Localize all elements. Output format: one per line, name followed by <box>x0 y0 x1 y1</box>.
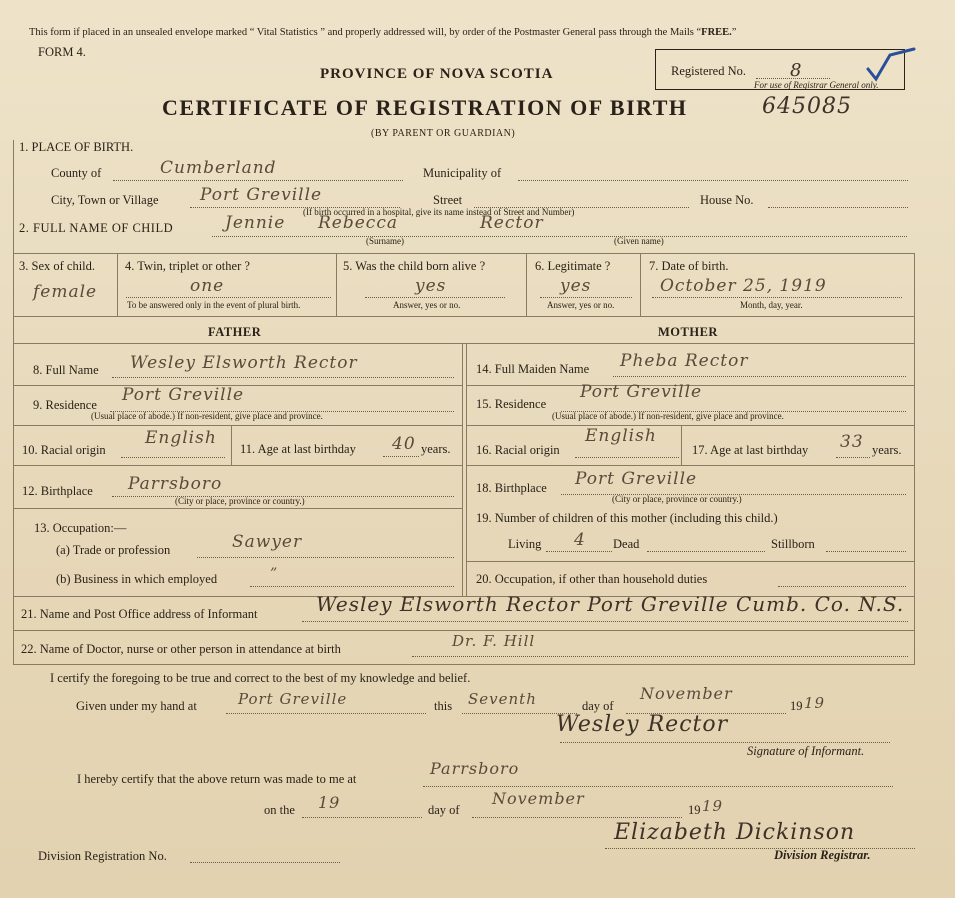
registrar-label: Division Registrar. <box>774 848 871 862</box>
registration-number-handwritten: 645085 <box>762 94 852 119</box>
city-value: Port Greville <box>200 185 323 205</box>
page-title: CERTIFICATE OF REGISTRATION OF BIRTH <box>162 95 688 120</box>
given-day: Seventh <box>468 690 537 708</box>
father-name-value: Wesley Elsworth Rector <box>130 353 358 373</box>
province-heading: PROVINCE OF NOVA SCOTIA <box>320 66 554 82</box>
this-label: this <box>434 699 453 713</box>
given-day-of-label: day of <box>582 699 614 713</box>
date-value: October 25, 1919 <box>660 276 827 296</box>
father-age-label: 11. Age at last birthday <box>240 442 356 456</box>
business-value: ” <box>270 566 279 582</box>
father-birthplace-value: Parrsboro <box>128 474 223 494</box>
mother-age-suffix: years. <box>872 443 902 457</box>
twin-note: To be answered only in the event of plural birth. <box>127 300 301 310</box>
return-year-prefix: 19 <box>688 803 701 817</box>
alive-note: Answer, yes or no. <box>393 300 461 310</box>
child-first-name: Jennie <box>225 213 286 233</box>
mother-age-value: 33 <box>840 432 864 452</box>
father-residence-label: 9. Residence <box>33 398 97 412</box>
return-month: November <box>492 789 585 808</box>
mother-age-label: 17. Age at last birthday <box>692 443 809 457</box>
twin-value: one <box>190 276 225 296</box>
given-name-label: (Given name) <box>614 236 664 246</box>
father-residence-value: Port Greville <box>122 385 245 405</box>
child-name-label: 2. FULL NAME OF CHILD <box>19 221 174 235</box>
occupation-label: 13. Occupation:— <box>34 521 127 535</box>
father-age-value: 40 <box>392 434 416 454</box>
mother-birthplace-value: Port Greville <box>575 469 698 489</box>
return-day: 19 <box>318 793 341 812</box>
alive-value: yes <box>415 276 447 296</box>
informant-label: 21. Name and Post Office address of Informant <box>21 607 258 621</box>
registered-no-label: Registered No. <box>671 64 746 78</box>
registered-no-value: 8 <box>790 60 803 81</box>
living-value: 4 <box>574 530 586 550</box>
doctor-value: Dr. F. Hill <box>452 632 536 650</box>
given-month: November <box>640 684 733 703</box>
legit-label: 6. Legitimate ? <box>535 259 611 273</box>
mother-residence-label: 15. Residence <box>476 397 547 411</box>
mother-residence-value: Port Greville <box>580 382 703 402</box>
alive-label: 5. Was the child born alive ? <box>343 259 486 273</box>
child-surname: Rector <box>480 213 544 233</box>
business-label: (b) Business in which employed <box>56 572 218 586</box>
dead-label: Dead <box>613 537 640 551</box>
house-label: House No. <box>700 193 754 207</box>
signature-label: Signature of Informant. <box>747 744 865 758</box>
registrar-signature: Elizabeth Dickinson <box>614 820 856 845</box>
mother-residence-note: (Usual place of abode.) If non-resident, give place and province. <box>552 411 784 421</box>
twin-label: 4. Twin, triplet or other ? <box>125 259 250 273</box>
doctor-label: 22. Name of Doctor, nurse or other person in attendance at birth <box>21 642 341 656</box>
father-age-suffix: years. <box>421 442 451 456</box>
return-label: I hereby certify that the above return was made to me at <box>77 772 357 786</box>
on-the-label: on the <box>264 803 295 817</box>
city-label: City, Town or Village <box>51 193 159 207</box>
father-racial-value: English <box>145 428 217 448</box>
mother-name-label: 14. Full Maiden Name <box>476 362 590 376</box>
given-label: Given under my hand at <box>76 699 197 713</box>
sex-value: female <box>33 282 98 302</box>
father-birthplace-label: 12. Birthplace <box>22 484 93 498</box>
page-subtitle: (BY PARENT OR GUARDIAN) <box>371 128 516 139</box>
child-middle-name: Rebecca <box>318 213 398 233</box>
sex-label: 3. Sex of child. <box>19 259 96 273</box>
date-label: 7. Date of birth. <box>649 259 729 273</box>
father-birthplace-note: (City or place, province or country.) <box>175 496 305 506</box>
certify-statement: I certify the foregoing to be true and correct to the best of my knowledge and belief. <box>50 671 471 685</box>
father-residence-note: (Usual place of abode.) If non-resident, give place and province. <box>91 411 323 421</box>
father-heading: FATHER <box>208 325 262 339</box>
form-number: FORM 4. <box>38 45 86 59</box>
municipality-label: Municipality of <box>423 166 502 180</box>
mother-birthplace-note: (City or place, province or country.) <box>612 494 742 504</box>
given-place: Port Greville <box>238 690 348 708</box>
legit-value: yes <box>560 276 592 296</box>
free-label: FREE. <box>701 27 732 38</box>
mail-notice: This form if placed in an unsealed envelope marked “ Vital Statistics ” and properly addressed will, by order of the Postmaster General pass through the Mails “FREE.” <box>29 27 737 38</box>
stillborn-label: Stillborn <box>771 537 815 551</box>
legit-note: Answer, yes or no. <box>547 300 615 310</box>
return-place: Parrsboro <box>430 759 520 778</box>
father-name-label: 8. Full Name <box>33 363 99 377</box>
informant-signature: Wesley Rector <box>556 712 729 737</box>
informant-value: Wesley Elsworth Rector Port Greville Cumb. Co. N.S. <box>316 592 905 616</box>
hospital-note: (If birth occurred in a hospital, give its name instead of Street and Number) <box>303 207 575 217</box>
given-year: 19 <box>804 694 826 712</box>
given-year-prefix: 19 <box>790 699 803 713</box>
surname-label: (Surname) <box>366 236 404 246</box>
mother-name-value: Pheba Rector <box>620 351 749 371</box>
trade-label: (a) Trade or profession <box>56 543 171 557</box>
county-value: Cumberland <box>160 158 277 178</box>
mother-heading: MOTHER <box>658 325 718 339</box>
mother-birthplace-label: 18. Birthplace <box>476 481 547 495</box>
return-day-of-label: day of <box>428 803 460 817</box>
registrar-use-note: For use of Registrar General only. <box>754 80 879 90</box>
place-of-birth-label: 1. PLACE OF BIRTH. <box>19 140 134 154</box>
father-racial-label: 10. Racial origin <box>22 443 106 457</box>
mother-racial-value: English <box>585 426 657 446</box>
children-label: 19. Number of children of this mother (including this child.) <box>476 511 778 525</box>
division-no-label: Division Registration No. <box>38 849 167 863</box>
date-note: Month, day, year. <box>740 300 803 310</box>
mother-occupation-label: 20. Occupation, if other than household duties <box>476 572 708 586</box>
trade-value: Sawyer <box>232 532 303 552</box>
living-label: Living <box>508 537 542 551</box>
mother-racial-label: 16. Racial origin <box>476 443 560 457</box>
checkmark-icon <box>862 45 922 85</box>
street-label: Street <box>433 193 463 207</box>
county-label: County of <box>51 166 102 180</box>
return-year: 19 <box>702 797 724 815</box>
